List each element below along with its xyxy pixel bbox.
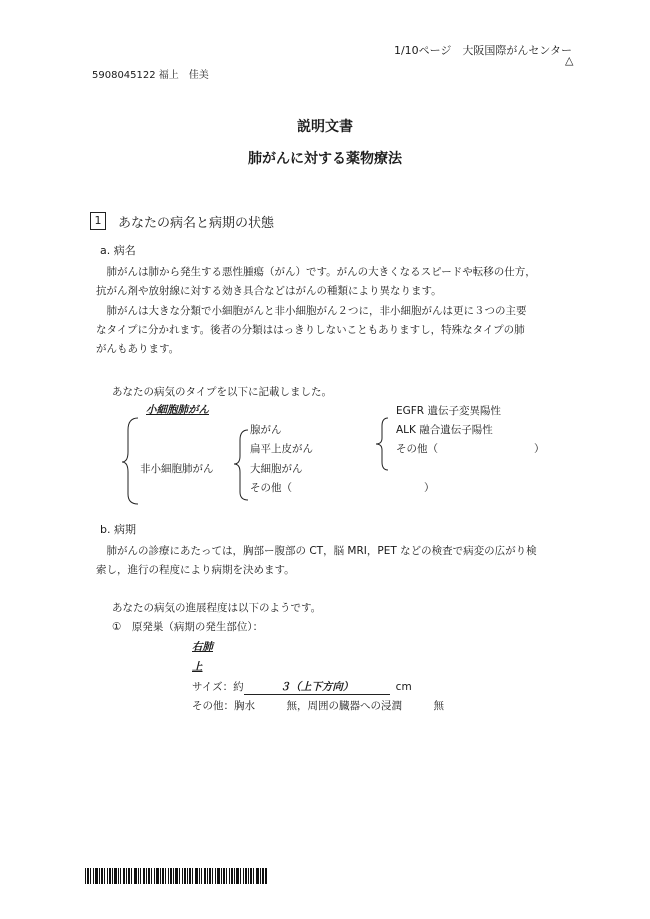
subsection-b-heading: b. 病期 <box>100 523 136 536</box>
primary-site-label: ① 原発巣（病期の発生部位）： <box>112 621 264 633</box>
type-small-cell: 小細胞肺がん <box>146 404 209 416</box>
type-non-small-cell: 非小細胞肺がん <box>140 463 214 475</box>
document-subtitle: 肺がんに対する薬物療法 <box>248 151 402 167</box>
subtype-item: 大細胞がん <box>250 463 303 475</box>
mutation-brace-icon <box>376 418 388 470</box>
subtype-item: 扁平上皮がん <box>250 443 313 455</box>
size-value: ３（上下方向） <box>244 679 390 695</box>
paragraph-line: 索し，進行の程度により病期を決めます。 <box>96 564 295 576</box>
paragraph-line: がんもあります。 <box>96 343 180 355</box>
progress-lead-text: あなたの病気の進展程度は以下のようです。 <box>112 602 322 614</box>
subtype-item: 腺がん <box>250 424 282 436</box>
other-findings: その他：胸水 無，周囲の臓器への浸潤 無 <box>192 700 444 712</box>
mutation-other-close: ） <box>534 443 545 455</box>
mutation-item: EGFR 遺伝子変異陽性 <box>396 405 501 417</box>
paragraph-disease-overview <box>96 263 582 301</box>
subtype-brace-icon <box>234 430 248 500</box>
barcode-image <box>85 868 267 884</box>
paragraph-line: 抗がん剤や放射線に対する効き具合などはがんの種類により異なります。 <box>96 285 442 297</box>
paragraph-classification <box>96 302 582 359</box>
paragraph-line: 肺がんは肺から発生する悪性腫瘍（がん）です。がんの大きくなるスピードや転移の仕方， <box>96 266 536 278</box>
size-label: サイズ：約 <box>192 681 244 693</box>
section-title: あなたの病名と病期の状態 <box>118 216 275 231</box>
section-number-box: 1 <box>90 212 106 230</box>
subtype-item: その他（ <box>250 482 292 494</box>
page-header-info: 1/10ページ 大阪国際がんセンター <box>393 44 572 57</box>
mutation-item: その他（ <box>396 443 438 455</box>
primary-side: 右肺 <box>192 641 213 653</box>
document-title: 説明文書 <box>297 119 353 135</box>
subtype-other-close: ） <box>424 482 435 494</box>
type-brace-icon <box>122 418 138 504</box>
size-unit: cm <box>395 681 412 693</box>
paragraph-line: 肺がんの診療にあたっては，胸部ー腹部の CT，脳 MRI，PET などの検査で病変の広がり検 <box>96 545 537 557</box>
size-row <box>192 679 412 695</box>
paragraph-line: 肺がんは大きな分類で小細胞がんと非小細胞がん２つに，非小細胞がんは更に３つの主要 <box>96 305 527 317</box>
triangle-mark-icon: △ <box>565 54 574 67</box>
mutation-item: ALK 融合遺伝子陽性 <box>396 424 493 436</box>
patient-id-name: 5908045122 福上 佳美 <box>92 70 209 81</box>
primary-lobe: 上 <box>192 661 203 673</box>
type-lead-text: あなたの病気のタイプを以下に記載しました。 <box>112 386 332 398</box>
subsection-a-heading: a. 病名 <box>100 244 136 257</box>
paragraph-line: なタイプに分かれます。後者の分類ははっきりしないこともありますし，特殊なタイプの肺 <box>96 324 525 336</box>
paragraph-staging <box>96 542 582 580</box>
